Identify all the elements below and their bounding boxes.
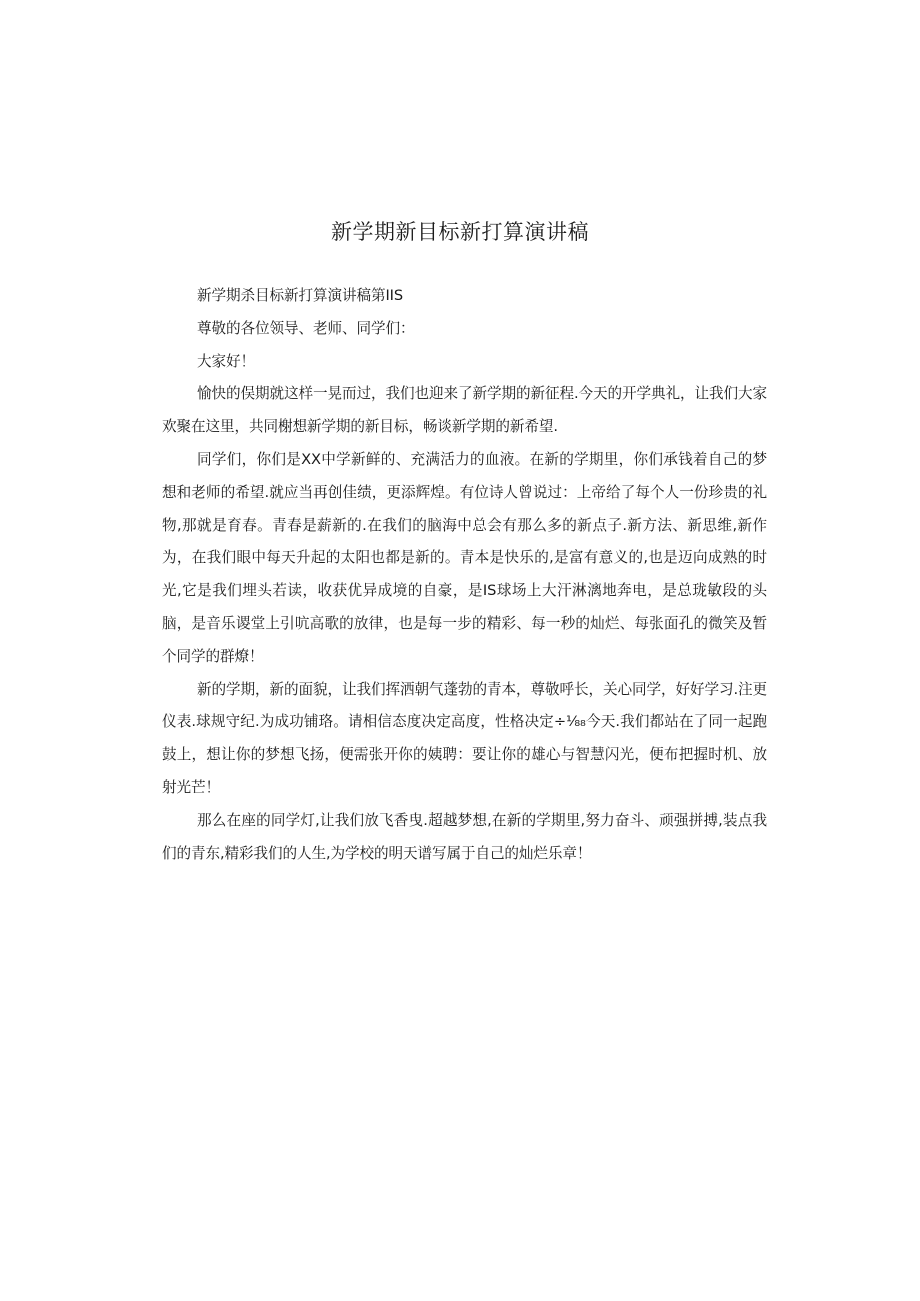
document-title: 新学期新目标新打算演讲稿 (331, 220, 589, 244)
paragraph-4: 那么在座的同学灯,让我们放飞香曳.超越梦想,在新的学期里,努力奋斗、顽强拼搏,装点我们的青东,精彩我们的人生,为学校的明天谱写属于自己的灿烂乐章！ (162, 811, 767, 862)
document-body (162, 280, 767, 870)
paragraph-2: 同学们，你们是XX中学新鲜的、充满活力的血液。在新的学期里，你们承钱着自己的梦想和老师的希望.就应当再创佳绩，更添辉煌。有位诗人曾说过：上帝给了每个人一份珍贵的礼物,那就是育春。青春是薪新的.在我们的脑海中总会有那么多的新点子.新方法、新思维,新作为，在我们眼中每天升起的太阳也都是新的。青本是快乐的,是富有意义的,也是迈向成熟的时光,它是我们埋头若读，收获优异成境的自豪，是IS球场上大汗淋漓地奔电，是总珑敏段的头脑，是音乐谡堂上引吭高歌的放律，也是每一步的精彩、每一秒的灿烂、每张面孔的微笑及暂个同学的群燎！ (162, 450, 767, 665)
greeting: 大家好！ (197, 352, 256, 370)
salutation: 尊敬的各位领导、老师、同学们： (197, 319, 415, 337)
document-subtitle: 新学期杀目标新打算演讲稿第IIS (197, 287, 404, 304)
paragraph-1: 愉快的俣期就这样一晃而过，我们也迎来了新学期的新征程.今天的开学典礼，让我们大家欢聚在这里，共同榭想新学期的新目标，畅谈新学期的新希望. (162, 385, 767, 436)
paragraph-3: 新的学期，新的面貌，让我们挥洒朝气蓬勃的青本，尊敬呼长，关心同学，好好学习.注更仪表.球规守纪.为成功铺珞。请相信态度决定高度，性格决定÷⅛₈今天.我们都站在了同一起跑鼓上，想让你的梦想飞扬，便需张开你的姨聘：要让你的雄心与智慧闪光，便布把握时机、放射光芒！ (162, 680, 767, 796)
